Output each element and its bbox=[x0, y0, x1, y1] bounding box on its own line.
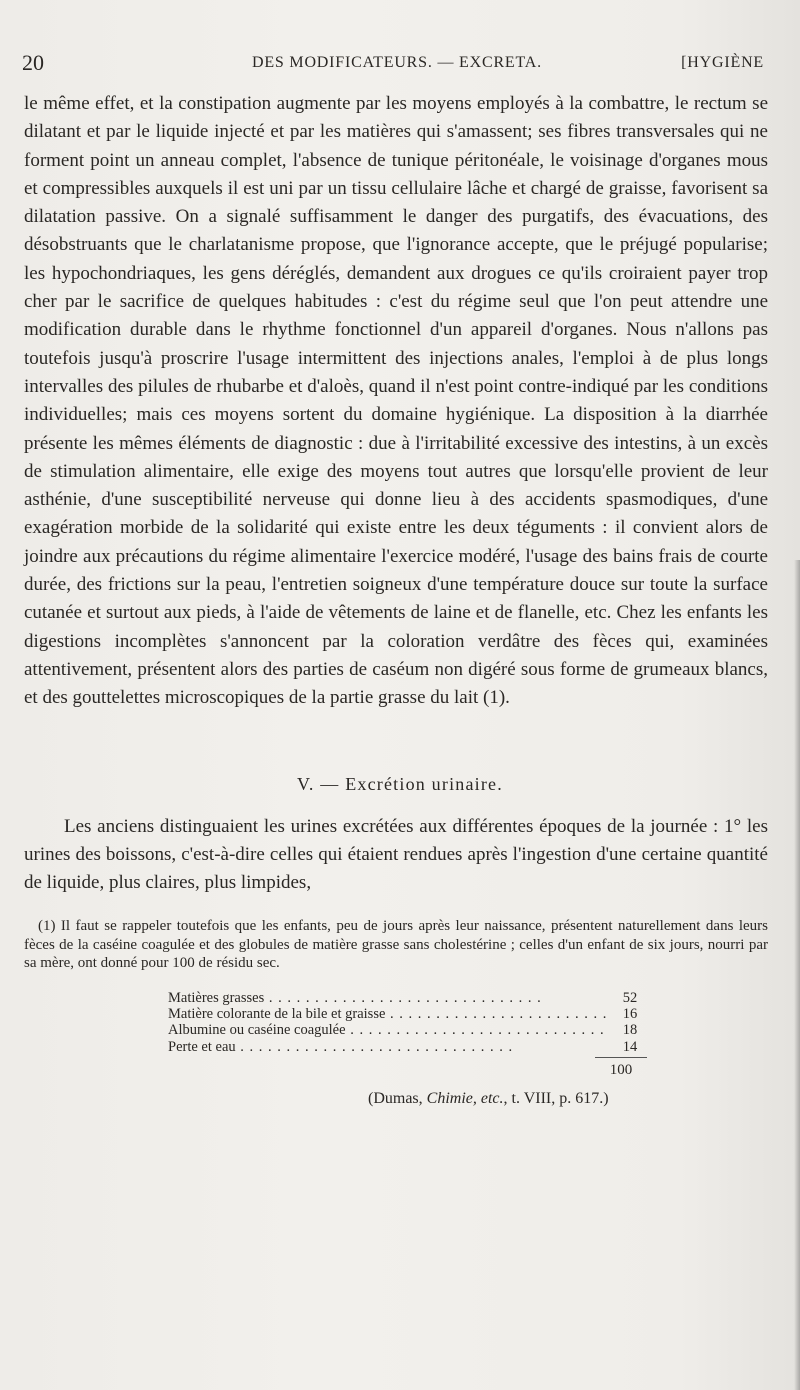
composition-table bbox=[168, 990, 668, 1055]
section-label: [HYGIÈNE bbox=[681, 54, 764, 71]
table-row bbox=[168, 1022, 668, 1038]
running-header bbox=[22, 50, 764, 80]
table-total: 100 bbox=[609, 1062, 633, 1078]
row-label: Perte et eau . . . bbox=[168, 1039, 608, 1055]
row-label: Matière colorante de la bile et graisse . . . bbox=[168, 1006, 608, 1022]
body-paragraph-2: Les anciens distinguaient les urines excrétées aux différentes époques de la journée : 1° les urines des boissons, c'est-à-dire celles qui étaient rendues après l'ingestion d'une certaine quantité de liquide, plus claires, plus limpides, bbox=[24, 816, 768, 893]
row-value: 52 bbox=[622, 990, 638, 1006]
section-heading: V. — Excrétion urinaire. bbox=[297, 774, 503, 794]
source-citation bbox=[368, 1090, 609, 1108]
source-suffix: , t. VIII, p. 617.) bbox=[503, 1090, 609, 1107]
page-edge-shadow bbox=[794, 560, 800, 1390]
table-row bbox=[168, 990, 668, 1006]
row-value: 14 bbox=[622, 1038, 638, 1055]
table-row bbox=[168, 1006, 668, 1022]
footnote: (1) Il faut se rappeler toutefois que les enfants, peu de jours après leur naissance, présentent naturellement dans leurs fèces de la caséine coagulée et des globules de matière grasse sans cholestérine ; celles d'un enfant de six jours, nourri par sa mère, ont donné pour 100 de résidu sec. bbox=[24, 918, 768, 972]
source-prefix: (Dumas, bbox=[368, 1090, 427, 1107]
page-number: 20 bbox=[22, 50, 44, 75]
table-row bbox=[168, 1039, 668, 1055]
source-title: Chimie, etc. bbox=[426, 1090, 504, 1107]
row-value: 16 bbox=[622, 1006, 638, 1023]
row-label: Matières grasses . . . bbox=[168, 990, 608, 1006]
row-value: 18 bbox=[622, 1022, 638, 1039]
row-label: Albumine ou caséine coagulée . . . bbox=[168, 1022, 608, 1038]
total-rule bbox=[595, 1057, 647, 1058]
running-title: DES MODIFICATEURS. — EXCRETA. bbox=[252, 54, 542, 71]
body-paragraph-1: le même effet, et la constipation augmente par les moyens employés à la combattre, le rectum se dilatant et par le liquide injecté et par les matières qui s'amassent; ses fibres transversales qui ne forment point un anneau complet, l'absence de tunique péritonéale, le voisinage d'organes mous et compressibles auxquels il est uni par un tissu cellulaire lâche et chargé de graisse, favorisent sa dilatation passive. On a signalé suffisamment le danger des purgatifs, des évacuations, des désobstruants que le charlatanisme propose, que l'ignorance accepte, que le préjugé popularise; les hypochondriaques, les gens déréglés, demandent aux drogues ce qu'ils croiraient payer trop cher par le sacrifice de quelques habitudes : c'est du régime seul que l'on peut attendre une modification durable dans le rhythme fonctionnel d'un appareil d'organes. Nous n'allons pas toutefois jusqu'à proscrire l'usage intermittent des injections anales, l'emploi à de plus longs intervalles des pilules de rhubarbe et d'aloès, quand il n'est point contre-indiqué par les conditions individuelles; mais ces moyens sortent du domaine hygiénique. La disposition à la diarrhée présente les mêmes éléments de diagnostic : due à l'irritabilité excessive des intestins, à un excès de stimulation alimentaire, elle exige des moyens tout autres que lorsqu'elle provient de leur asthénie, d'une susceptibilité nerveuse qui donne lieu à des accidents spasmodiques, d'une exagération morbide de la solidarité qui existe entre les deux téguments : il convient alors de joindre aux précautions du régime alimentaire l'exercice modéré, l'usage des bains frais de courte durée, des frictions sur la peau, l'entretien soigneux d'une température douce sur toute la surface cutanée et surtout aux pieds, à l'aide de vêtements de laine et de flanelle, etc. Chez les enfants les digestions incomplètes s'annoncent par la coloration verdâtre des fèces qui, examinées attentivement, présentent alors des parties de caséum non digéré sous forme de grumeaux blancs, et des gouttelettes microscopiques de la partie grasse du lait (1). bbox=[24, 93, 768, 709]
